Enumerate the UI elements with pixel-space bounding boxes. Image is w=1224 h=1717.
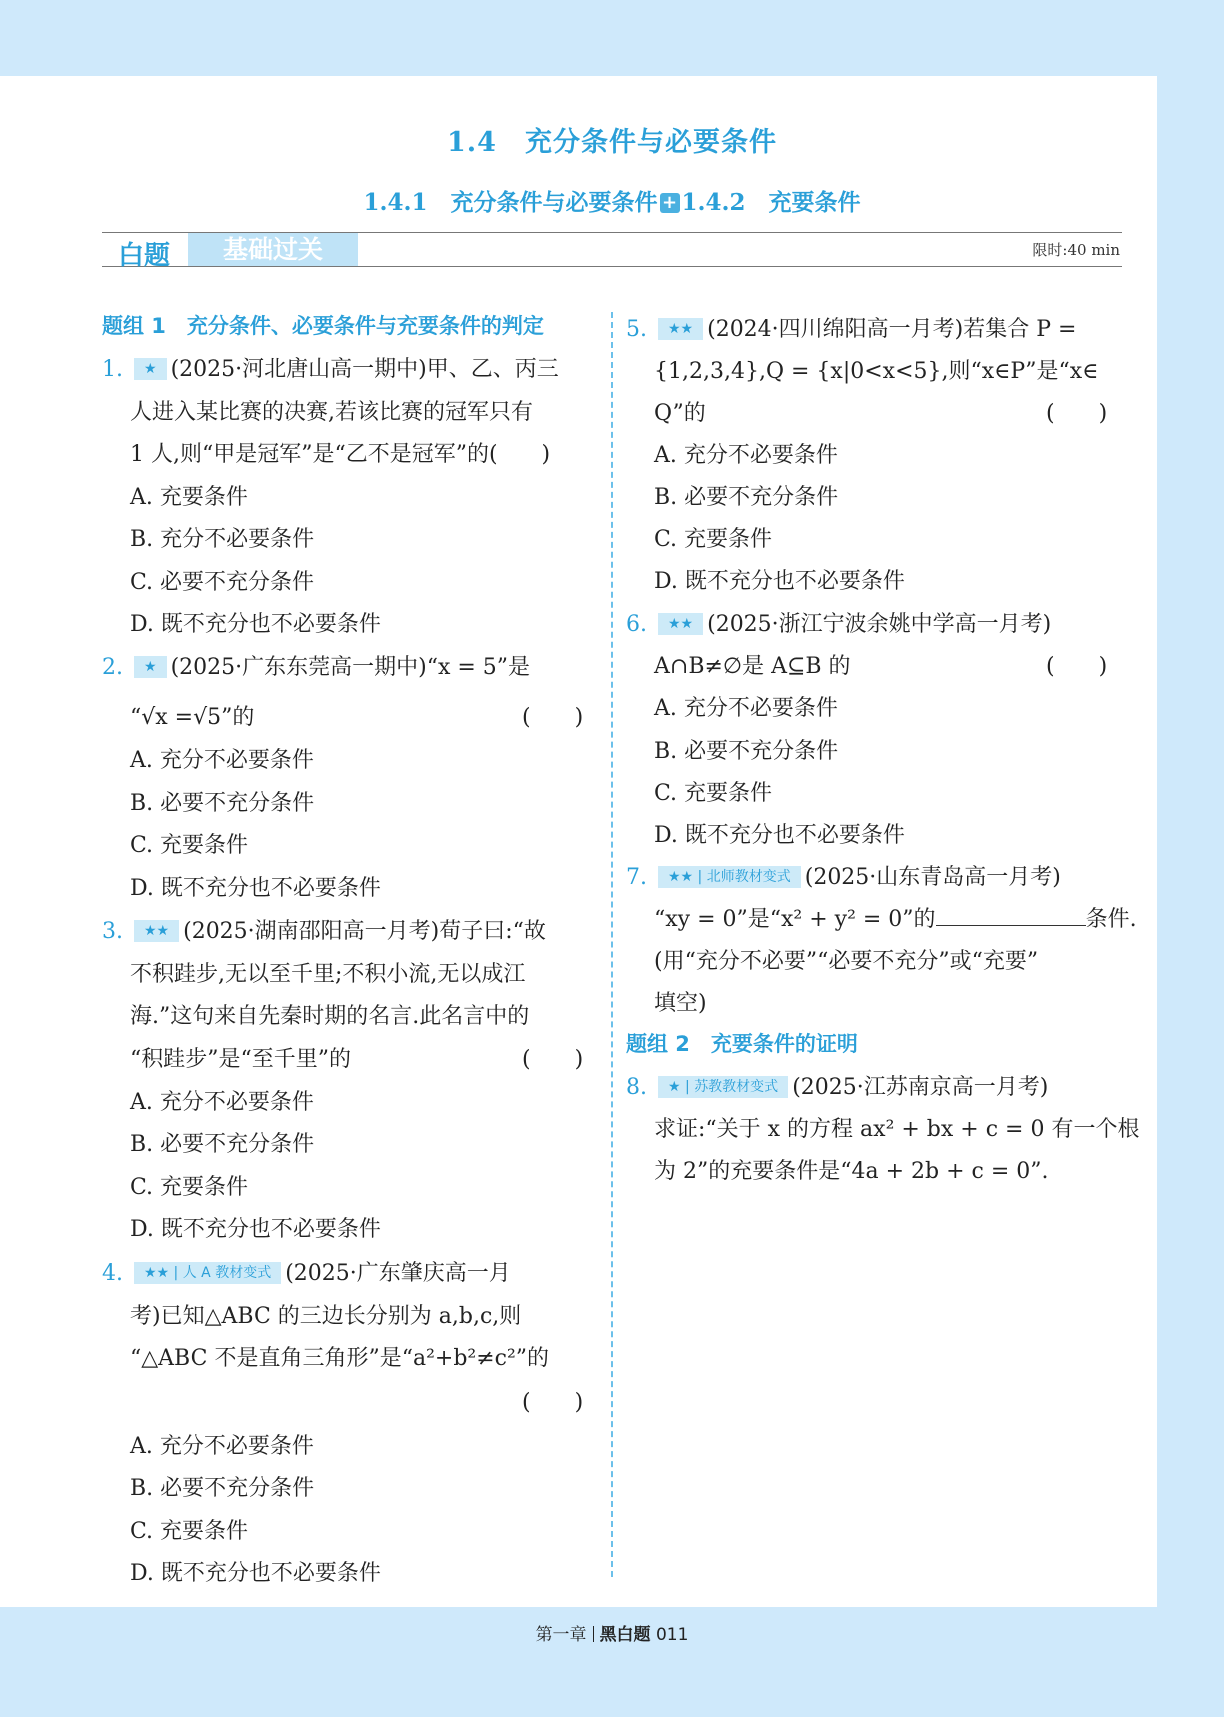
- question-5: [626, 312, 1076, 343]
- option-b: B. 充分不必要条件: [130, 527, 315, 552]
- page-number: 011: [655, 1625, 689, 1645]
- question-number: 2.: [102, 655, 123, 680]
- tag-label: 人 A 教材变式: [182, 1265, 272, 1281]
- option-d: D. 既不充分也不必要条件: [130, 876, 381, 901]
- question-text: 人进入某比赛的决赛,若该比赛的冠军只有: [130, 400, 533, 425]
- difficulty-star-icon: ★: [134, 656, 167, 678]
- question-text: (2025·河北唐山高一期中)甲、乙、丙三: [170, 357, 559, 382]
- question-text: 海.”这句来自先秦时期的名言.此名言中的: [130, 1004, 530, 1029]
- question-number: 4.: [102, 1261, 123, 1286]
- difficulty-star-icon: ★★: [134, 920, 179, 942]
- question-number: 6.: [626, 612, 647, 637]
- footer-chapter: 第一章: [535, 1625, 587, 1645]
- question-text: [654, 902, 1137, 933]
- question-text: 填空): [654, 991, 707, 1016]
- textbook-variant-tag: ★ | 苏教教材变式: [658, 1076, 788, 1098]
- option-a: A. 充分不必要条件: [130, 1090, 314, 1115]
- answer-paren: ( ): [1046, 401, 1108, 426]
- question-3: [102, 914, 546, 945]
- page-footer: [0, 1620, 1224, 1645]
- option-b: B. 必要不充分条件: [130, 791, 315, 816]
- plus-icon: +: [660, 193, 680, 213]
- option-a: A. 充要条件: [130, 485, 248, 510]
- difficulty-star-icon: ★: [668, 1079, 681, 1095]
- question-text: “△ABC 不是直角三角形”是“a²+b²≠c²”的: [130, 1346, 550, 1371]
- group-heading-1: 题组 1 充分条件、必要条件与充要条件的判定: [102, 314, 544, 338]
- question-number: 8.: [626, 1075, 647, 1100]
- difficulty-star-icon: ★: [134, 358, 167, 380]
- question-text: (2025·浙江宁波余姚中学高一月考): [707, 612, 1052, 637]
- option-d: D. 既不充分也不必要条件: [654, 569, 905, 594]
- question-number: 3.: [102, 919, 123, 944]
- difficulty-star-icon: ★★: [658, 318, 703, 340]
- question-text: 考)已知△ABC 的三边长分别为 a,b,c,则: [130, 1304, 522, 1329]
- question-number: 1.: [102, 357, 123, 382]
- option-a: A. 充分不必要条件: [654, 696, 838, 721]
- question-6: [626, 607, 1051, 638]
- question-text: (2025·湖南邵阳高一月考)荀子曰:“故: [183, 919, 546, 944]
- answer-paren: ( ): [522, 705, 584, 730]
- option-c: C. 充要条件: [130, 1519, 249, 1544]
- question-8: [626, 1070, 1048, 1101]
- question-text: “√x =√5”的: [130, 705, 255, 730]
- option-c: C. 充要条件: [130, 833, 249, 858]
- section-title: 1.4 充分条件与必要条件: [447, 127, 777, 158]
- question-text: {1,2,3,4},Q = {x|0<x<5},则“x∈P”是“x∈: [654, 359, 1099, 384]
- footer-book: 黑白题: [599, 1625, 651, 1645]
- option-c: C. 充要条件: [654, 527, 773, 552]
- subsection-title: [0, 184, 1224, 217]
- option-b: B. 必要不充分条件: [654, 485, 839, 510]
- option-b: B. 必要不充分条件: [654, 739, 839, 764]
- option-c: C. 充要条件: [130, 1175, 249, 1200]
- subsection-a: 1.4.1 充分条件与必要条件: [363, 189, 658, 216]
- question-2: [102, 650, 530, 681]
- subsection-b: 1.4.2 充要条件: [681, 189, 861, 216]
- option-a: A. 充分不必要条件: [654, 443, 838, 468]
- question-text: (2025·山东青岛高一月考): [804, 865, 1061, 890]
- question-text-part: 条件.: [1085, 907, 1137, 932]
- option-a: A. 充分不必要条件: [130, 748, 314, 773]
- question-text: A∩B≠∅是 A⊆B 的: [654, 654, 851, 679]
- answer-paren: ( ): [522, 1047, 584, 1072]
- question-7: [626, 860, 1061, 891]
- question-text: (2025·广东东莞高一期中)“x = 5”是: [170, 655, 531, 680]
- answer-paren: ( ): [522, 1390, 584, 1415]
- question-text-part: “xy = 0”是“x² + y² = 0”的: [654, 907, 936, 932]
- question-4: [102, 1256, 511, 1287]
- column-divider: [611, 312, 613, 1577]
- question-1: [102, 352, 559, 383]
- tag-label: 北师教材变式: [706, 869, 791, 885]
- bar-label-white: 白题: [118, 241, 171, 271]
- option-b: B. 必要不充分条件: [130, 1132, 315, 1157]
- option-d: D. 既不充分也不必要条件: [654, 823, 905, 848]
- option-a: A. 充分不必要条件: [130, 1434, 314, 1459]
- question-text: “积跬步”是“至千里”的: [130, 1047, 351, 1072]
- textbook-variant-tag: ★★ | 北师教材变式: [658, 866, 801, 888]
- question-number: 5.: [626, 317, 647, 342]
- question-text: (2025·江苏南京高一月考): [792, 1075, 1049, 1100]
- question-number: 7.: [626, 865, 647, 890]
- question-text: 不积跬步,无以至千里;不积小流,无以成江: [130, 962, 526, 987]
- tag-label: 苏教教材变式: [694, 1079, 779, 1095]
- footer-separator: [593, 1626, 594, 1642]
- section-bar: [102, 232, 1122, 271]
- question-text: (用“充分不必要”“必要不充分”或“充要”: [654, 949, 1039, 974]
- option-c: C. 充要条件: [654, 781, 773, 806]
- option-d: D. 既不充分也不必要条件: [130, 1217, 381, 1242]
- textbook-variant-tag: ★★ | 人 A 教材变式: [134, 1262, 281, 1284]
- question-text: (2024·四川绵阳高一月考)若集合 P =: [707, 317, 1077, 342]
- bar-label-blue: 基础过关: [188, 233, 358, 266]
- option-c: C. 必要不充分条件: [130, 570, 315, 595]
- option-d: D. 既不充分也不必要条件: [130, 612, 381, 637]
- answer-blank[interactable]: [936, 907, 1086, 926]
- answer-paren: ( ): [1046, 654, 1108, 679]
- group-heading-2: 题组 2 充要条件的证明: [626, 1032, 858, 1056]
- question-text: 为 2”的充要条件是“4a + 2b + c = 0”.: [654, 1159, 1049, 1184]
- question-text: (2025·广东肇庆高一月: [285, 1261, 511, 1286]
- difficulty-star-icon: ★★: [668, 869, 694, 885]
- difficulty-star-icon: ★★: [658, 613, 703, 635]
- option-b: B. 必要不充分条件: [130, 1476, 315, 1501]
- question-text: 求证:“关于 x 的方程 ax² + bx + c = 0 有一个根: [654, 1117, 1140, 1142]
- difficulty-star-icon: ★★: [144, 1265, 170, 1281]
- time-limit: 限时:40 min: [1032, 241, 1120, 259]
- question-text: 1 人,则“甲是冠军”是“乙不是冠军”的( ): [130, 442, 551, 467]
- question-text: Q”的: [654, 401, 706, 426]
- option-d: D. 既不充分也不必要条件: [130, 1561, 381, 1586]
